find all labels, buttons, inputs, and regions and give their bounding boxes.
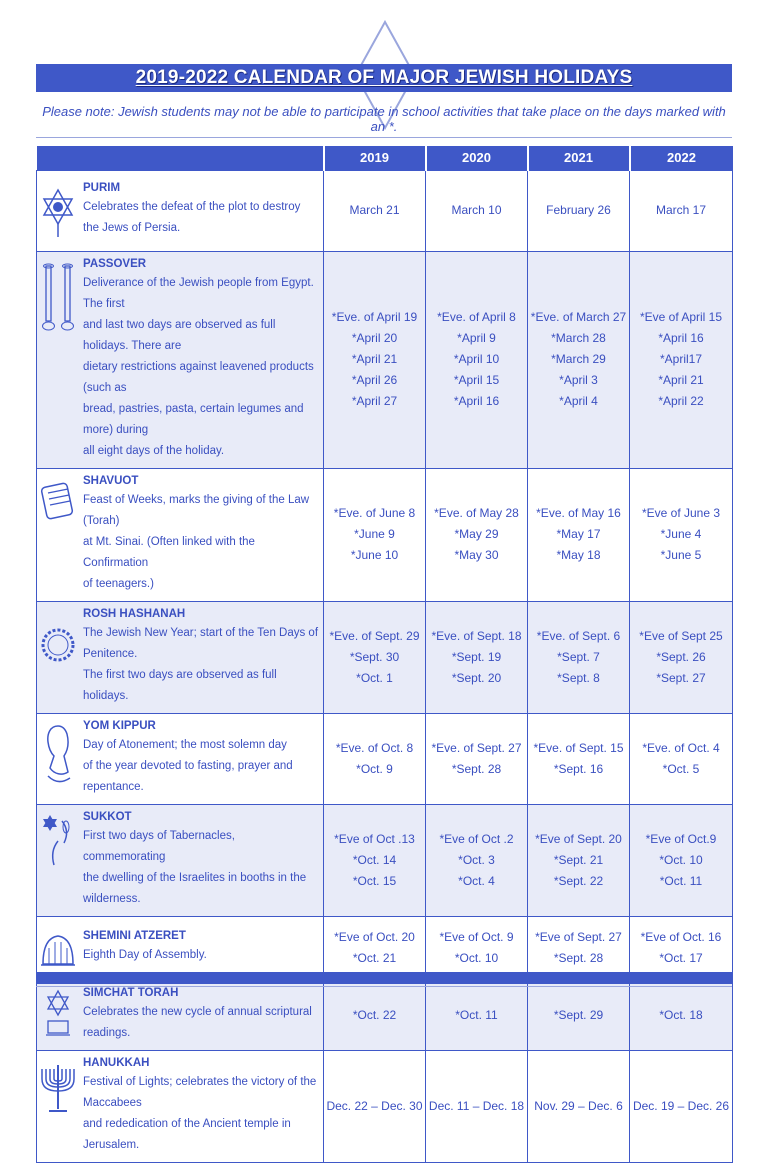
holiday-date: *Eve of Oct .2 xyxy=(439,831,514,846)
holiday-date: *Sept. 28 xyxy=(553,951,604,965)
date-cell-2021 xyxy=(528,916,630,980)
holiday-date: *Oct. 21 xyxy=(352,951,397,965)
holiday-date: *Eve of Oct. 9 xyxy=(439,930,514,944)
holiday-date: *Eve of June 3 xyxy=(641,506,721,520)
date-cell-2019 xyxy=(324,916,426,980)
holiday-description-line: Celebrates the defeat of the plot to destroy xyxy=(83,201,301,213)
holiday-date: *April 20 xyxy=(351,331,398,345)
holiday-date: *Sept. 20 xyxy=(451,670,502,685)
holiday-date: *Eve. of Sept. 29 xyxy=(329,628,420,643)
date-cell-2022 xyxy=(630,804,733,916)
holiday-date: *Sept. 28 xyxy=(451,761,502,776)
date-cell-2022 xyxy=(630,251,733,468)
holiday-date: *May 30 xyxy=(454,548,499,562)
holiday-name: SHEMINI ATZERET xyxy=(83,930,186,942)
holiday-description-line: all eight days of the holiday. xyxy=(83,444,225,457)
holiday-name: ROSH HASHANAH xyxy=(83,607,186,620)
date-cell-2019 xyxy=(324,1050,426,1162)
holiday-date: *April 21 xyxy=(351,352,398,366)
date-cell-2020 xyxy=(426,1050,528,1162)
date-cell-2021 xyxy=(528,170,630,251)
holiday-date: *Oct. 9 xyxy=(356,761,393,776)
holiday-date: February 26 xyxy=(546,203,611,217)
holiday-date: *Sept. 30 xyxy=(349,649,400,664)
holiday-date: *Eve. of April 19 xyxy=(331,310,418,324)
holiday-date: *Eve. of Sept. 15 xyxy=(533,740,624,755)
holiday-row xyxy=(37,251,733,468)
holiday-name: SHAVUOT xyxy=(83,474,139,487)
menorah-icon xyxy=(37,1051,79,1117)
holiday-date: March 21 xyxy=(349,203,400,217)
date-cell-2020 xyxy=(426,916,528,980)
holiday-date: *Oct. 10 xyxy=(659,852,703,867)
dome-icon xyxy=(37,924,79,972)
holiday-description-cell xyxy=(37,1050,324,1162)
holiday-date: *Oct. 22 xyxy=(352,1007,397,1022)
date-cell-2019 xyxy=(324,601,426,713)
date-cell-2019 xyxy=(324,468,426,601)
holiday-date: *Oct. 11 xyxy=(659,873,703,888)
date-cell-2021 xyxy=(528,468,630,601)
date-cell-2021 xyxy=(528,980,630,1050)
date-cell-2021 xyxy=(528,251,630,468)
holiday-description-line: bread, pastries, pasta, certain legumes and more) during xyxy=(83,402,304,436)
holiday-date: *June 5 xyxy=(660,548,702,562)
holiday-name: HANUKKAH xyxy=(83,1056,150,1069)
holiday-name: YOM KIPPUR xyxy=(83,719,156,732)
year-header: 2021 xyxy=(528,146,630,170)
holiday-date: *April 27 xyxy=(351,394,398,408)
holiday-name: SUKKOT xyxy=(83,810,132,823)
holiday-date: *April17 xyxy=(659,352,703,366)
holiday-date: March 17 xyxy=(655,203,707,217)
holiday-date: *June 9 xyxy=(354,527,395,541)
holiday-row xyxy=(37,916,733,980)
title-bar xyxy=(36,64,732,92)
divider xyxy=(36,986,732,987)
star-torah-icon xyxy=(37,981,79,1041)
holiday-name: PASSOVER xyxy=(83,257,147,270)
holiday-date: *Sept. 21 xyxy=(553,852,604,867)
holiday-date: *Eve. of April 8 xyxy=(437,310,516,324)
holiday-date: *April 15 xyxy=(453,373,500,387)
holiday-date: *Oct. 5 xyxy=(662,761,700,776)
holiday-description-line: the Jews of Persia. xyxy=(83,222,181,234)
holiday-date: *Eve. of Sept. 18 xyxy=(431,628,522,643)
holiday-description-line: Day of Atonement; the most solemn day xyxy=(83,738,287,751)
lulav-star-icon xyxy=(40,811,76,871)
holiday-date: *Sept. 8 xyxy=(557,670,600,685)
holiday-date: *May 18 xyxy=(556,548,601,562)
holiday-date: *Eve. of Sept. 6 xyxy=(536,628,621,643)
attendance-note: Please note: Jewish students may not be able to participate in school activities that take place on the days marked with an *. xyxy=(42,104,726,134)
holiday-date: *March 28 xyxy=(551,331,606,345)
holiday-description-cell xyxy=(37,468,324,601)
holiday-date: Dec. 19 – Dec. 26 xyxy=(632,1098,730,1113)
holiday-row xyxy=(37,713,733,804)
holiday-date: *Sept. 22 xyxy=(553,873,604,888)
holiday-description-cell xyxy=(37,713,324,804)
holiday-date: *April 16 xyxy=(658,331,704,345)
holiday-date: *Eve. of May 16 xyxy=(536,506,621,520)
header-row xyxy=(37,146,733,170)
holiday-date: *Oct. 14 xyxy=(352,852,397,867)
holiday-date: *Eve. of Oct. 4 xyxy=(642,740,720,755)
year-header: 2020 xyxy=(426,146,528,170)
holiday-name: SIMCHAT TORAH xyxy=(83,986,179,999)
holiday-description-cell xyxy=(37,170,324,251)
holiday-date: *April 3 xyxy=(559,373,598,387)
holiday-row xyxy=(37,1050,733,1162)
holiday-date: *Eve. of Oct. 8 xyxy=(335,740,414,755)
holiday-date: *April 4 xyxy=(559,394,598,408)
holiday-date: *Eve of Sept. 27 xyxy=(535,930,622,944)
menorah-icon xyxy=(39,1057,77,1117)
date-cell-2020 xyxy=(426,713,528,804)
holiday-date: Nov. 29 – Dec. 6 xyxy=(534,1098,623,1113)
holiday-date: *May 17 xyxy=(556,527,601,541)
date-cell-2019 xyxy=(324,713,426,804)
holiday-row xyxy=(37,468,733,601)
holiday-date: *April 16 xyxy=(453,394,500,408)
holiday-date: *Eve. of June 8 xyxy=(333,506,416,520)
holiday-date: *Oct. 1 xyxy=(356,670,393,685)
holiday-date: *Oct. 10 xyxy=(454,951,499,965)
lulav-star-icon xyxy=(37,805,79,871)
holiday-date: Dec. 22 – Dec. 30 xyxy=(326,1098,423,1113)
holiday-date: *May 29 xyxy=(454,527,499,541)
holiday-row xyxy=(37,601,733,713)
footer-bar xyxy=(36,972,732,984)
holiday-description-line: of teenagers.) xyxy=(83,577,154,590)
holiday-description-line: First two days of Tabernacles, commemorating xyxy=(83,829,235,863)
holiday-date: *June 4 xyxy=(660,527,702,541)
date-cell-2022 xyxy=(630,468,733,601)
date-cell-2020 xyxy=(426,468,528,601)
holiday-date: *Eve of Oct.9 xyxy=(645,831,717,846)
holiday-row xyxy=(37,980,733,1050)
holiday-description-cell xyxy=(37,916,324,980)
date-cell-2021 xyxy=(528,713,630,804)
holiday-date: *Sept. 26 xyxy=(656,649,706,664)
holiday-date: *Eve of Oct .13 xyxy=(334,831,415,846)
divider xyxy=(36,137,732,138)
holiday-description-line: of the year devoted to fasting, prayer and repentance. xyxy=(83,759,293,793)
date-cell-2022 xyxy=(630,713,733,804)
person-profile-icon xyxy=(37,714,79,792)
holiday-date: *Sept. 27 xyxy=(656,670,706,685)
torah-scroll-icon xyxy=(40,475,76,525)
holiday-date: *Sept. 29 xyxy=(553,1007,604,1022)
holiday-description-line: dietary restrictions against leavened products (such as xyxy=(83,360,314,394)
date-cell-2019 xyxy=(324,980,426,1050)
holiday-date: *Eve of April 15 xyxy=(639,310,723,324)
candlesticks-icon xyxy=(40,258,76,338)
holiday-description-cell xyxy=(37,980,324,1050)
holiday-description-line: Eighth Day of Assembly. xyxy=(83,949,207,961)
date-cell-2020 xyxy=(426,170,528,251)
torah-scroll-icon xyxy=(37,469,79,525)
holiday-date: Dec. 11 – Dec. 18 xyxy=(428,1098,525,1113)
holiday-date: *Eve of Oct. 20 xyxy=(334,930,415,944)
dome-icon xyxy=(39,930,77,972)
candlesticks-icon xyxy=(37,252,79,338)
holiday-date: *March 29 xyxy=(551,352,606,366)
holiday-date: *Oct. 3 xyxy=(458,852,495,867)
person-profile-icon xyxy=(40,720,76,792)
date-cell-2022 xyxy=(630,916,733,980)
holiday-date: *Oct. 18 xyxy=(659,1007,703,1022)
holiday-description-line: Deliverance of the Jewish people from Egypt. The first xyxy=(83,276,314,310)
holiday-column-header xyxy=(37,146,324,170)
date-cell-2020 xyxy=(426,980,528,1050)
date-cell-2020 xyxy=(426,251,528,468)
holiday-description-cell xyxy=(37,804,324,916)
holiday-date: *June 10 xyxy=(350,548,399,562)
holiday-row xyxy=(37,804,733,916)
holiday-date: *Oct. 17 xyxy=(659,951,703,965)
holiday-date: *Eve. of May 28 xyxy=(434,506,519,520)
date-cell-2022 xyxy=(630,1050,733,1162)
holiday-description-line: and rededication of the Ancient temple in Jerusalem. xyxy=(83,1117,291,1151)
holiday-description-line: and last two days are observed as full holidays. There are xyxy=(83,318,276,352)
holiday-description-line: the dwelling of the Israelites in booths in the wilderness. xyxy=(83,871,307,905)
holiday-date: *Oct. 11 xyxy=(455,1007,498,1022)
holiday-row xyxy=(37,170,733,251)
date-cell-2022 xyxy=(630,170,733,251)
holiday-date: *Oct. 15 xyxy=(352,873,397,888)
star-torah-icon xyxy=(40,987,76,1041)
holiday-description-line: at Mt. Sinai. (Often linked with the Confirmation xyxy=(83,535,255,569)
holiday-calendar-table xyxy=(36,146,733,1163)
date-cell-2019 xyxy=(324,804,426,916)
date-cell-2019 xyxy=(324,170,426,251)
date-cell-2020 xyxy=(426,804,528,916)
date-cell-2022 xyxy=(630,980,733,1050)
holiday-date: *April 10 xyxy=(453,352,500,366)
holiday-description-cell xyxy=(37,601,324,713)
year-header: 2019 xyxy=(324,146,426,170)
date-cell-2022 xyxy=(630,601,733,713)
holiday-date: *Sept. 16 xyxy=(553,761,604,776)
holiday-description-line: The Jewish New Year; start of the Ten Days of Penitence. xyxy=(83,626,319,660)
star-of-david-icon xyxy=(40,182,76,240)
page-title: 2019-2022 CALENDAR OF MAJOR JEWISH HOLIDAYS xyxy=(135,67,633,88)
date-cell-2021 xyxy=(528,601,630,713)
holiday-date: *Eve of Sept 25 xyxy=(639,628,723,643)
year-header: 2022 xyxy=(630,146,733,170)
holiday-date: *April 21 xyxy=(658,373,704,387)
holiday-description-line: Celebrates the new cycle of annual scriptural readings. xyxy=(83,1005,312,1039)
holiday-date: *April 26 xyxy=(351,373,398,387)
date-cell-2021 xyxy=(528,804,630,916)
holiday-date: *Sept. 19 xyxy=(451,649,502,664)
wreath-icon xyxy=(39,608,77,682)
wreath-icon xyxy=(37,602,79,682)
holiday-date: *Sept. 7 xyxy=(557,649,600,664)
holiday-date: March 10 xyxy=(451,203,502,217)
holiday-description-line: Festival of Lights; celebrates the victory of the Maccabees xyxy=(83,1075,317,1109)
holiday-description-line: The first two days are observed as full holidays. xyxy=(83,668,277,702)
holiday-name: PURIM xyxy=(83,182,121,194)
holiday-date: *April 22 xyxy=(658,394,704,408)
holiday-date: *Eve. of Sept. 27 xyxy=(431,740,522,755)
date-cell-2021 xyxy=(528,1050,630,1162)
holiday-date: *Eve of Oct. 16 xyxy=(640,930,722,944)
holiday-description-cell xyxy=(37,251,324,468)
star-of-david-icon xyxy=(37,176,79,240)
holiday-date: *Eve. of March 27 xyxy=(530,310,627,324)
holiday-date: *Eve of Sept. 20 xyxy=(535,831,622,846)
holiday-date: *April 9 xyxy=(457,331,496,345)
holiday-description-line: Feast of Weeks, marks the giving of the Law (Torah) xyxy=(83,493,310,527)
date-cell-2019 xyxy=(324,251,426,468)
holiday-date: *Oct. 4 xyxy=(458,873,495,888)
date-cell-2020 xyxy=(426,601,528,713)
